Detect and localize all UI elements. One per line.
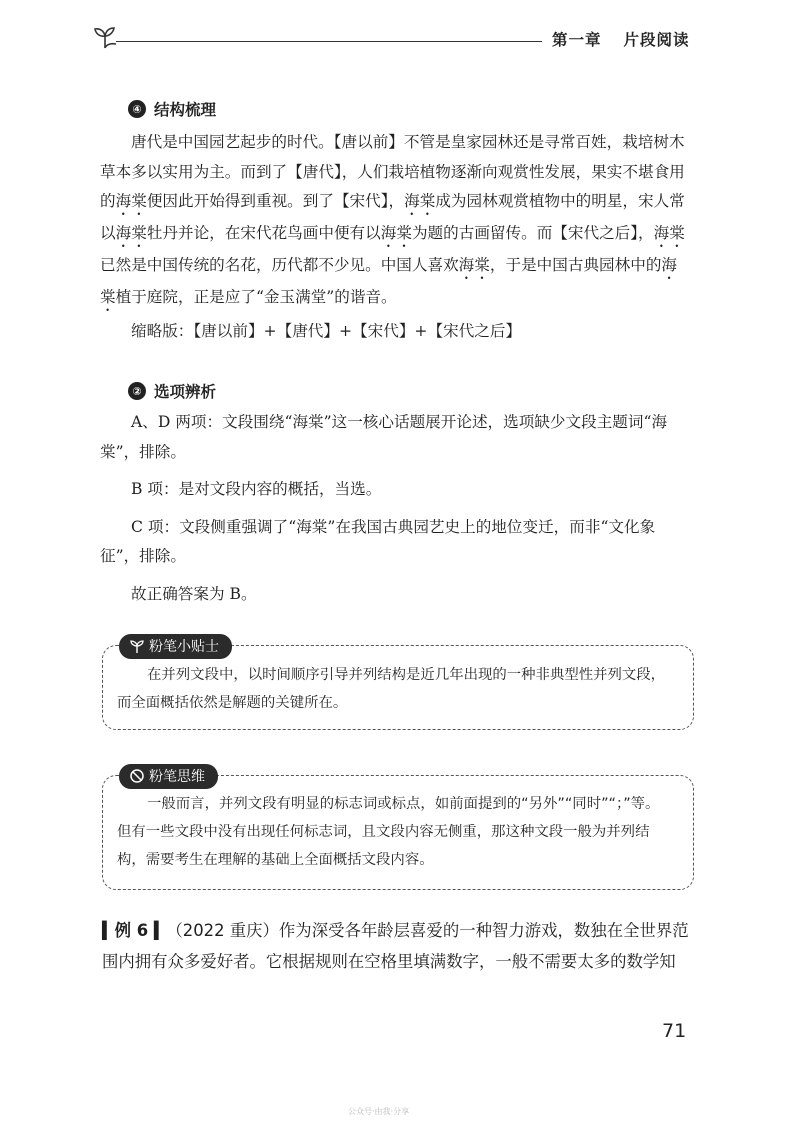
text-run: 成为园林观赏植物中的明星，宋人常以 [100, 192, 685, 242]
tip-label: 粉笔小贴士 [149, 639, 219, 655]
thinking-label: 粉笔思维 [149, 769, 205, 785]
page-number: 71 [662, 1020, 687, 1042]
option-c: C 项：文段侧重强调了“海棠”在我国古典园艺史上的地位变迁，而非“文化象征”，排除。 [100, 517, 656, 565]
example-text: （2022 重庆）作为深受各年龄层喜爱的一种智力游戏，数独在全世界范围内拥有众多爱好者。它根据规则在空格里填满数字，一般不需要太多的数学知 [102, 921, 689, 971]
structure-heading [128, 98, 216, 120]
keyword-haitang: 海棠 [653, 224, 685, 242]
sprout-icon [92, 24, 118, 50]
options-paragraphs [100, 408, 692, 609]
section-number-badge: ② [128, 382, 146, 400]
no-sign-icon [129, 768, 145, 784]
thinking-tag [119, 764, 218, 789]
keyword-haitang: 海棠 [100, 256, 678, 306]
text-run: 已然是中国传统的名花，历代都不少见。中国人喜欢 [100, 256, 459, 274]
tip-box [102, 639, 694, 730]
tip-tag [119, 634, 232, 659]
keyword-haitang: 海棠 [458, 256, 490, 274]
answer-line: 故正确答案为 B。 [131, 584, 257, 603]
footer-watermark: 公众号·由我·分享 [348, 1107, 410, 1116]
keyword-haitang: 海棠 [380, 224, 412, 242]
text-run: 植于庭院，正是应了“金玉满堂”的谐音。 [115, 288, 397, 306]
example-block [102, 915, 698, 977]
text-run: 便因此开始得到重视。到了【宋代】， [146, 192, 405, 210]
text-run: 唐代是中国园艺起步的时代。【唐以前】不管是皇家园林还是寻常百姓，栽培树木草本多以实用为主。而到了【唐代】，人们栽培植物逐渐向观赏性发展，果实不堪食用的 [100, 133, 685, 210]
tip-text: 在并列文段中，以时间顺序引导并列结构是近几年出现的一种非典型性并列文段，而全面概括依然是解题的关键所在。 [117, 667, 666, 711]
chapter-label: 第一章 [552, 31, 602, 49]
running-header [552, 28, 690, 50]
header-rule [116, 41, 542, 42]
section-title: 结构梳理 [154, 101, 217, 119]
summary-line: 缩略版：【唐以前】+【唐代】+【宋代】+【宋代之后】 [131, 322, 522, 340]
sprout-icon [129, 638, 145, 654]
section-label: 片段阅读 [623, 31, 690, 49]
option-ad: A、D 两项：文段围绕“海棠”这一核心话题展开论述，选项缺少文段主题词“海棠”，排除。 [100, 413, 668, 461]
keyword-haitang: 海棠 [115, 192, 147, 210]
options-heading [128, 380, 216, 402]
structure-paragraph [100, 128, 692, 347]
example-label: ▍例 6 ▍ [102, 921, 167, 940]
section-title: 选项辨析 [154, 383, 217, 401]
thinking-box [102, 769, 694, 890]
thinking-text: 一般而言，并列文段有明显的标志词或标点，如前面提到的“另外”“同时”“；”等。但有一些文段中没有出现任何标志词，且文段内容无侧重，那这种文段一般为并列结构，需要考生在理解的基础上全面概括文段内容。 [117, 796, 660, 868]
section-number-badge: ④ [128, 100, 146, 118]
text-run: 牡丹并论，在宋代花鸟画中便有以 [146, 224, 381, 242]
option-b: B 项：是对文段内容的概括，当选。 [131, 480, 382, 498]
text-run: ，于是中国古典园林中的 [489, 256, 662, 274]
keyword-haitang: 海棠 [404, 192, 436, 210]
keyword-haitang: 海棠 [115, 224, 147, 242]
text-run: 为题的古画留传。而【宋代之后】， [411, 224, 654, 242]
